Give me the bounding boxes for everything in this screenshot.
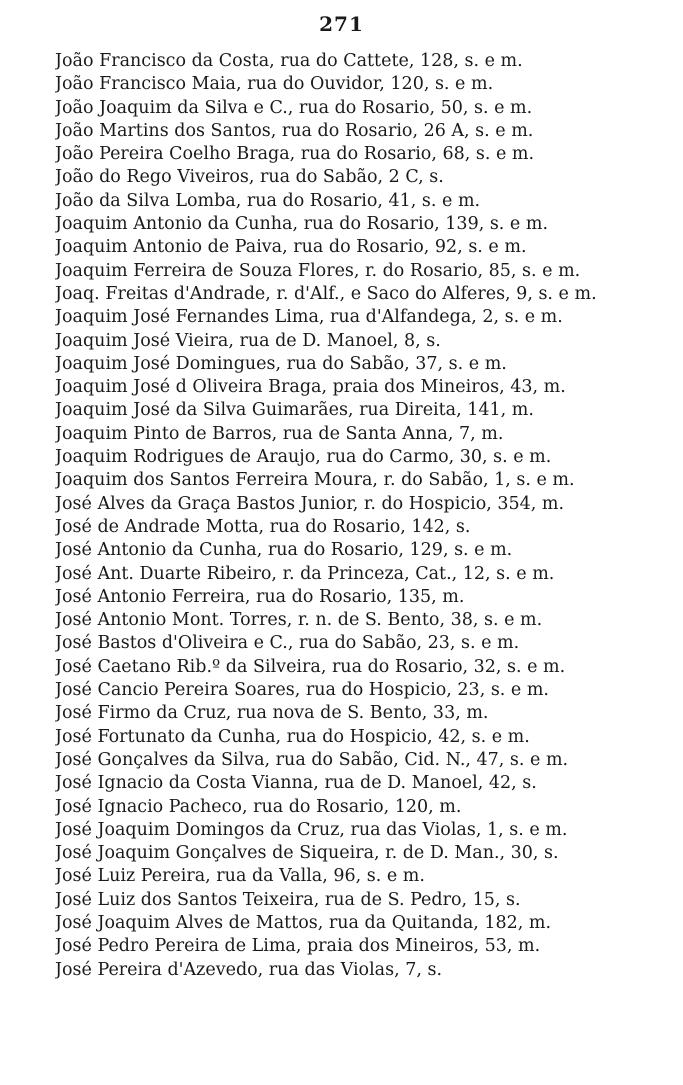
directory-entry: José Ignacio Pacheco, rua do Rosario, 120, m. [55,796,462,817]
directory-entry: Joaquim Antonio de Paiva, rua do Rosario, 92, s. e m. [55,237,527,258]
directory-entry: José Luiz dos Santos Teixeira, rua de S. Pedro, 15, s. [55,889,521,910]
directory-entry: José Alves da Graça Bastos Junior, r. do Hospicio, 354, m. [55,493,565,514]
directory-entry: José Joaquim Gonçalves de Siqueira, r. de D. Man., 30, s. [55,843,559,864]
directory-entry: João Martins dos Santos, rua do Rosario, 26 A, s. e m. [55,120,534,141]
directory-entry: José Bastos d'Oliveira e C., rua do Sabão, 23, s. e m. [55,633,520,654]
directory-entry: João da Silva Lomba, rua do Rosario, 41, s. e m. [55,190,481,211]
directory-entry: José Ignacio da Costa Vianna, rua de D. Manoel, 42, s. [55,773,537,794]
directory-entry: José Cancio Pereira Soares, rua do Hospicio, 23, s. e m. [55,680,549,701]
directory-entry: José Antonio da Cunha, rua do Rosario, 129, s. e m. [55,540,513,561]
directory-entry: João do Rego Viveiros, rua do Sabão, 2 C, s. [55,167,444,188]
directory-entry: José Luiz Pereira, rua da Valla, 96, s. e m. [55,866,425,887]
directory-entry: José Pereira d'Azevedo, rua das Violas, 7, s. [55,959,443,980]
directory-entry: Joaquim Antonio da Cunha, rua do Rosario, 139, s. e m. [55,214,549,235]
directory-entry: José Ant. Duarte Ribeiro, r. da Princeza, Cat., 12, s. e m. [55,563,555,584]
directory-entry: José Gonçalves da Silva, rua do Sabão, Cid. N., 47, s. e m. [55,749,569,770]
directory-entry: Joaquim Ferreira de Souza Flores, r. do Rosario, 85, s. e m. [55,260,581,281]
directory-entry: José Antonio Ferreira, rua do Rosario, 135, m. [55,586,465,607]
directory-entry: José Joaquim Alves de Mattos, rua da Quitanda, 182, m. [55,912,552,933]
directory-entry: Joaquim José Fernandes Lima, rua d'Alfandega, 2, s. e m. [55,307,563,328]
directory-entry: Joaquim José Domingues, rua do Sabão, 37, s. e m. [55,353,507,374]
directory-entry: João Joaquim da Silva e C., rua do Rosario, 50, s. e m. [55,97,533,118]
directory-entry: José Joaquim Domingos da Cruz, rua das Violas, 1, s. e m. [55,819,568,840]
page-number: 271 [319,12,364,36]
directory-entry: Joaquim Rodrigues de Araujo, rua do Carmo, 30, s. e m. [55,447,552,468]
directory-entry: João Francisco da Costa, rua do Cattete, 128, s. e m. [55,51,523,71]
directory-entry: Joaquim José Vieira, rua de D. Manoel, 8, s. [55,330,441,351]
directory-entry: Joaquim dos Santos Ferreira Moura, r. do Sabão, 1, s. e m. [55,470,575,491]
directory-entry: João Pereira Coelho Braga, rua do Rosario, 68, s. e m. [55,144,535,165]
directory-entry: Joaquim José da Silva Guimarães, rua Direita, 141, m. [55,400,534,421]
directory-entry-list [55,50,665,982]
directory-entry: José Firmo da Cruz, rua nova de S. Bento, 33, m. [55,703,489,724]
directory-entry: Joaq. Freitas d'Andrade, r. d'Alf., e Saco do Alferes, 9, s. e m. [55,283,597,304]
directory-entry: José de Andrade Motta, rua do Rosario, 142, s. [55,516,471,537]
directory-entry: Joaquim Pinto de Barros, rua de Santa Anna, 7, m. [55,423,504,444]
directory-entry: João Francisco Maia, rua do Ouvidor, 120, s. e m. [55,74,494,95]
directory-entry: Joaquim José d Oliveira Braga, praia dos Mineiros, 43, m. [55,377,566,398]
directory-entry: José Fortunato da Cunha, rua do Hospicio, 42, s. e m. [55,726,530,747]
directory-entry: José Antonio Mont. Torres, r. n. de S. Bento, 38, s. e m. [55,610,543,631]
directory-entry: José Caetano Rib.º da Silveira, rua do Rosario, 32, s. e m. [55,656,566,677]
directory-entry: José Pedro Pereira de Lima, praia dos Mineiros, 53, m. [55,936,541,957]
